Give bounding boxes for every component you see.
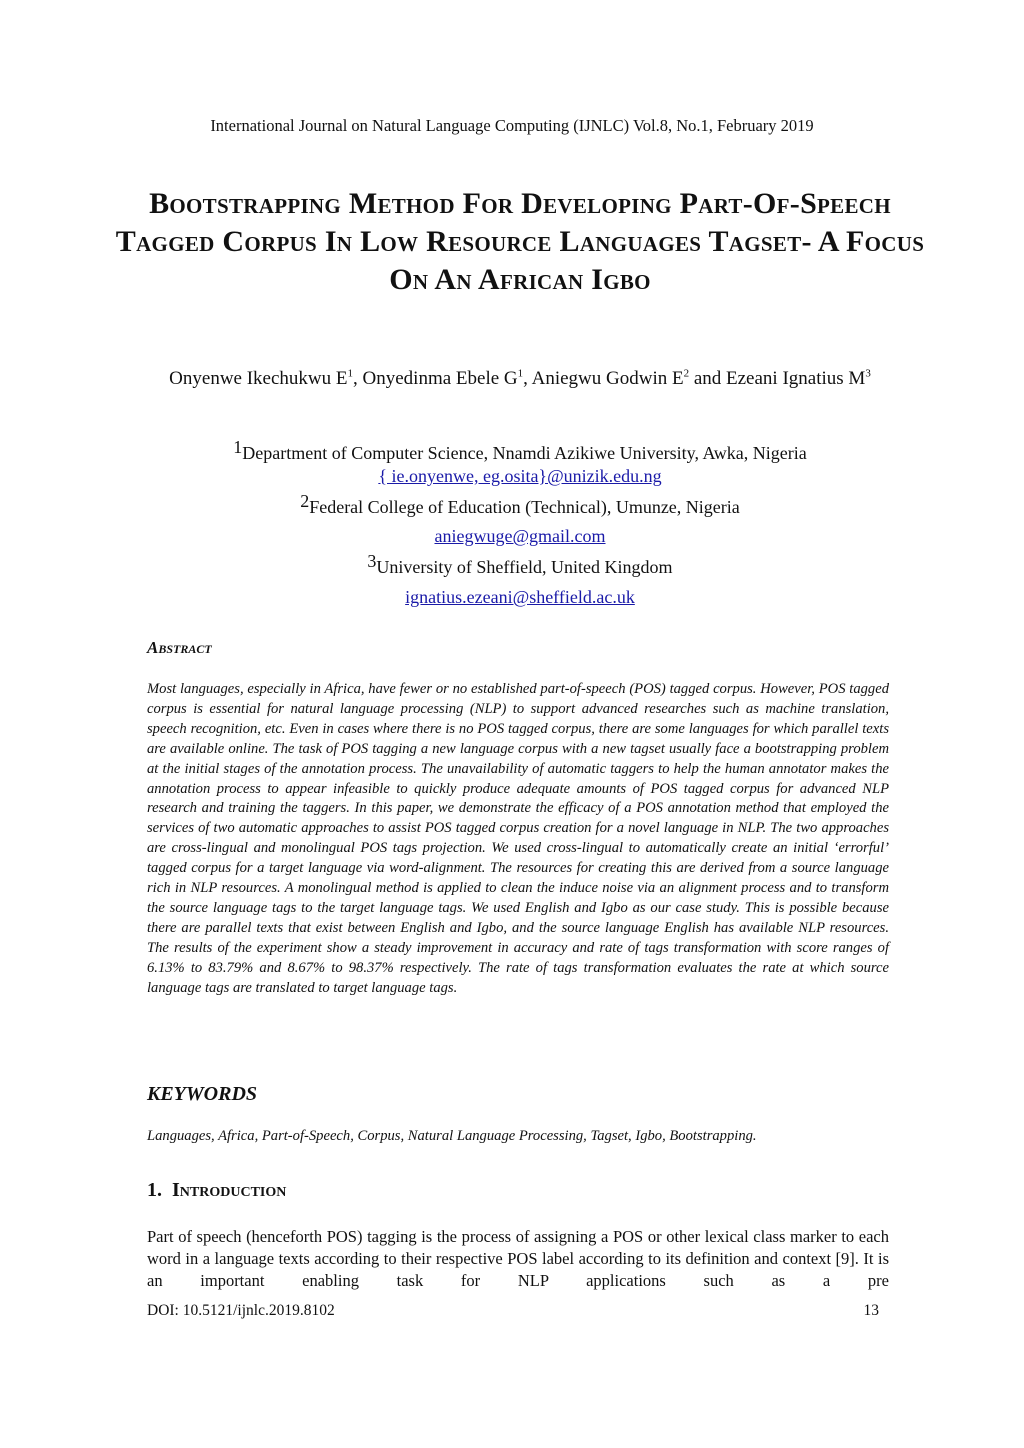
abstract-heading: Abstract — [147, 638, 212, 657]
abstract-body: Most languages, especially in Africa, have fewer or no established part-of-speech (POS) tagged corpus. However, POS tagged corpus is essential for natural language processing (NLP) to support advanced researches such as machine translation, speech recognition, etc. Even in cases where there is no POS tagged corpus, there are some languages for which parallel texts are available online. The task of POS tagging a new language corpus with a new tagset usually face a bootstrapping problem at the initial stages of the annotation process. The unavailability of automatic taggers to help the human annotator makes the annotation process to appear infeasible to quickly produce adequate amounts of POS tagged corpus for advanced NLP research and training the taggers. In this paper, we demonstrate the efficacy of a POS annotation method that employed the services of two automatic approaches to assist POS tagged corpus creation for a novel language in NLP. The two approaches are cross-lingual and monolingual POS tags projection. We used cross-lingual to automatically create an initial ‘errorful’ tagged corpus for a target language via word-alignment. The resources for creating this are derived from a source language rich in NLP resources. A monolingual method is applied to clean the induce noise via an alignment process and to transform the source language tags to the target language tags. We used English and Igbo as our case study. This is possible because there are parallel texts that exist between English and Igbo, and the source language English has available NLP resources. The results of the experiment show a steady improvement in accuracy and rate of tags transformation with score ranges of 6.13% to 83.79% and 8.67% to 98.37% respectively. The rate of tags transformation evaluates the rate at which source language tags are translated to target language tags. — [147, 681, 889, 996]
author-list — [140, 366, 900, 391]
author-name: Aniegwu Godwin E — [531, 368, 684, 389]
affiliation-name: Department of Computer Science, Nnamdi Azikiwe University, Awka, Nigeria — [242, 443, 807, 463]
affiliation-2 — [100, 491, 940, 518]
author-separator: and — [689, 368, 727, 389]
email-line-3 — [100, 587, 940, 608]
affiliation-3 — [100, 551, 940, 578]
affiliation-name: University of Sheffield, United Kingdom — [376, 557, 673, 577]
email-link[interactable]: aniegwuge@gmail.com — [434, 526, 606, 546]
running-header: International Journal on Natural Language Computing (IJNLC) Vol.8, No.1, February 2019 — [210, 116, 814, 135]
email-link[interactable]: ignatius.ezeani@sheffield.ac.uk — [405, 587, 635, 607]
author-name: Onyenwe Ikechukwu E — [169, 368, 348, 389]
author-separator: , — [353, 368, 363, 389]
email-link[interactable]: { ie.onyenwe, eg.osita}@unizik.edu.ng — [378, 466, 662, 486]
affiliation-mark: 2 — [300, 491, 310, 511]
author-separator: , — [523, 368, 532, 389]
introduction-body: Part of speech (henceforth POS) tagging is the process of assigning a POS or other lexical class marker to each word in a language texts according to their respective POS label according to its definition and context [9]. It is an important enabling task for NLP applications such as a pre — [147, 1227, 889, 1290]
footer-page-number: 13 — [863, 1302, 879, 1319]
author-affiliation-mark: 2 — [683, 367, 690, 380]
email-line-1 — [100, 466, 940, 487]
paper-title: Bootstrapping Method For Developing Part-Of-Speech Tagged Corpus In Low Resource Languages Tagset- A Focus On An African Igbo — [115, 187, 925, 296]
keywords-body: Languages, Africa, Part-of-Speech, Corpus, Natural Language Processing, Tagset, Igbo, Bootstrapping. — [147, 1128, 757, 1144]
affiliation-1 — [100, 437, 940, 464]
footer-doi: DOI: 10.5121/ijnlc.2019.8102 — [147, 1302, 335, 1319]
author-name: Ezeani Ignatius M — [726, 368, 866, 389]
email-line-2 — [100, 526, 940, 547]
introduction-heading — [147, 1179, 286, 1202]
affiliation-mark: 3 — [367, 551, 377, 571]
keywords-heading: KEYWORDS — [147, 1083, 258, 1105]
section-number: 1. — [147, 1179, 162, 1201]
author-affiliation-mark: 3 — [865, 367, 871, 380]
section-title: Introduction — [172, 1179, 287, 1201]
author-affiliation-mark: 1 — [347, 367, 354, 380]
affiliation-name: Federal College of Education (Technical), Umunze, Nigeria — [309, 497, 740, 517]
author-name: Onyedinma Ebele G — [362, 368, 518, 389]
affiliation-mark: 1 — [233, 437, 243, 457]
author-affiliation-mark: 1 — [517, 367, 524, 380]
